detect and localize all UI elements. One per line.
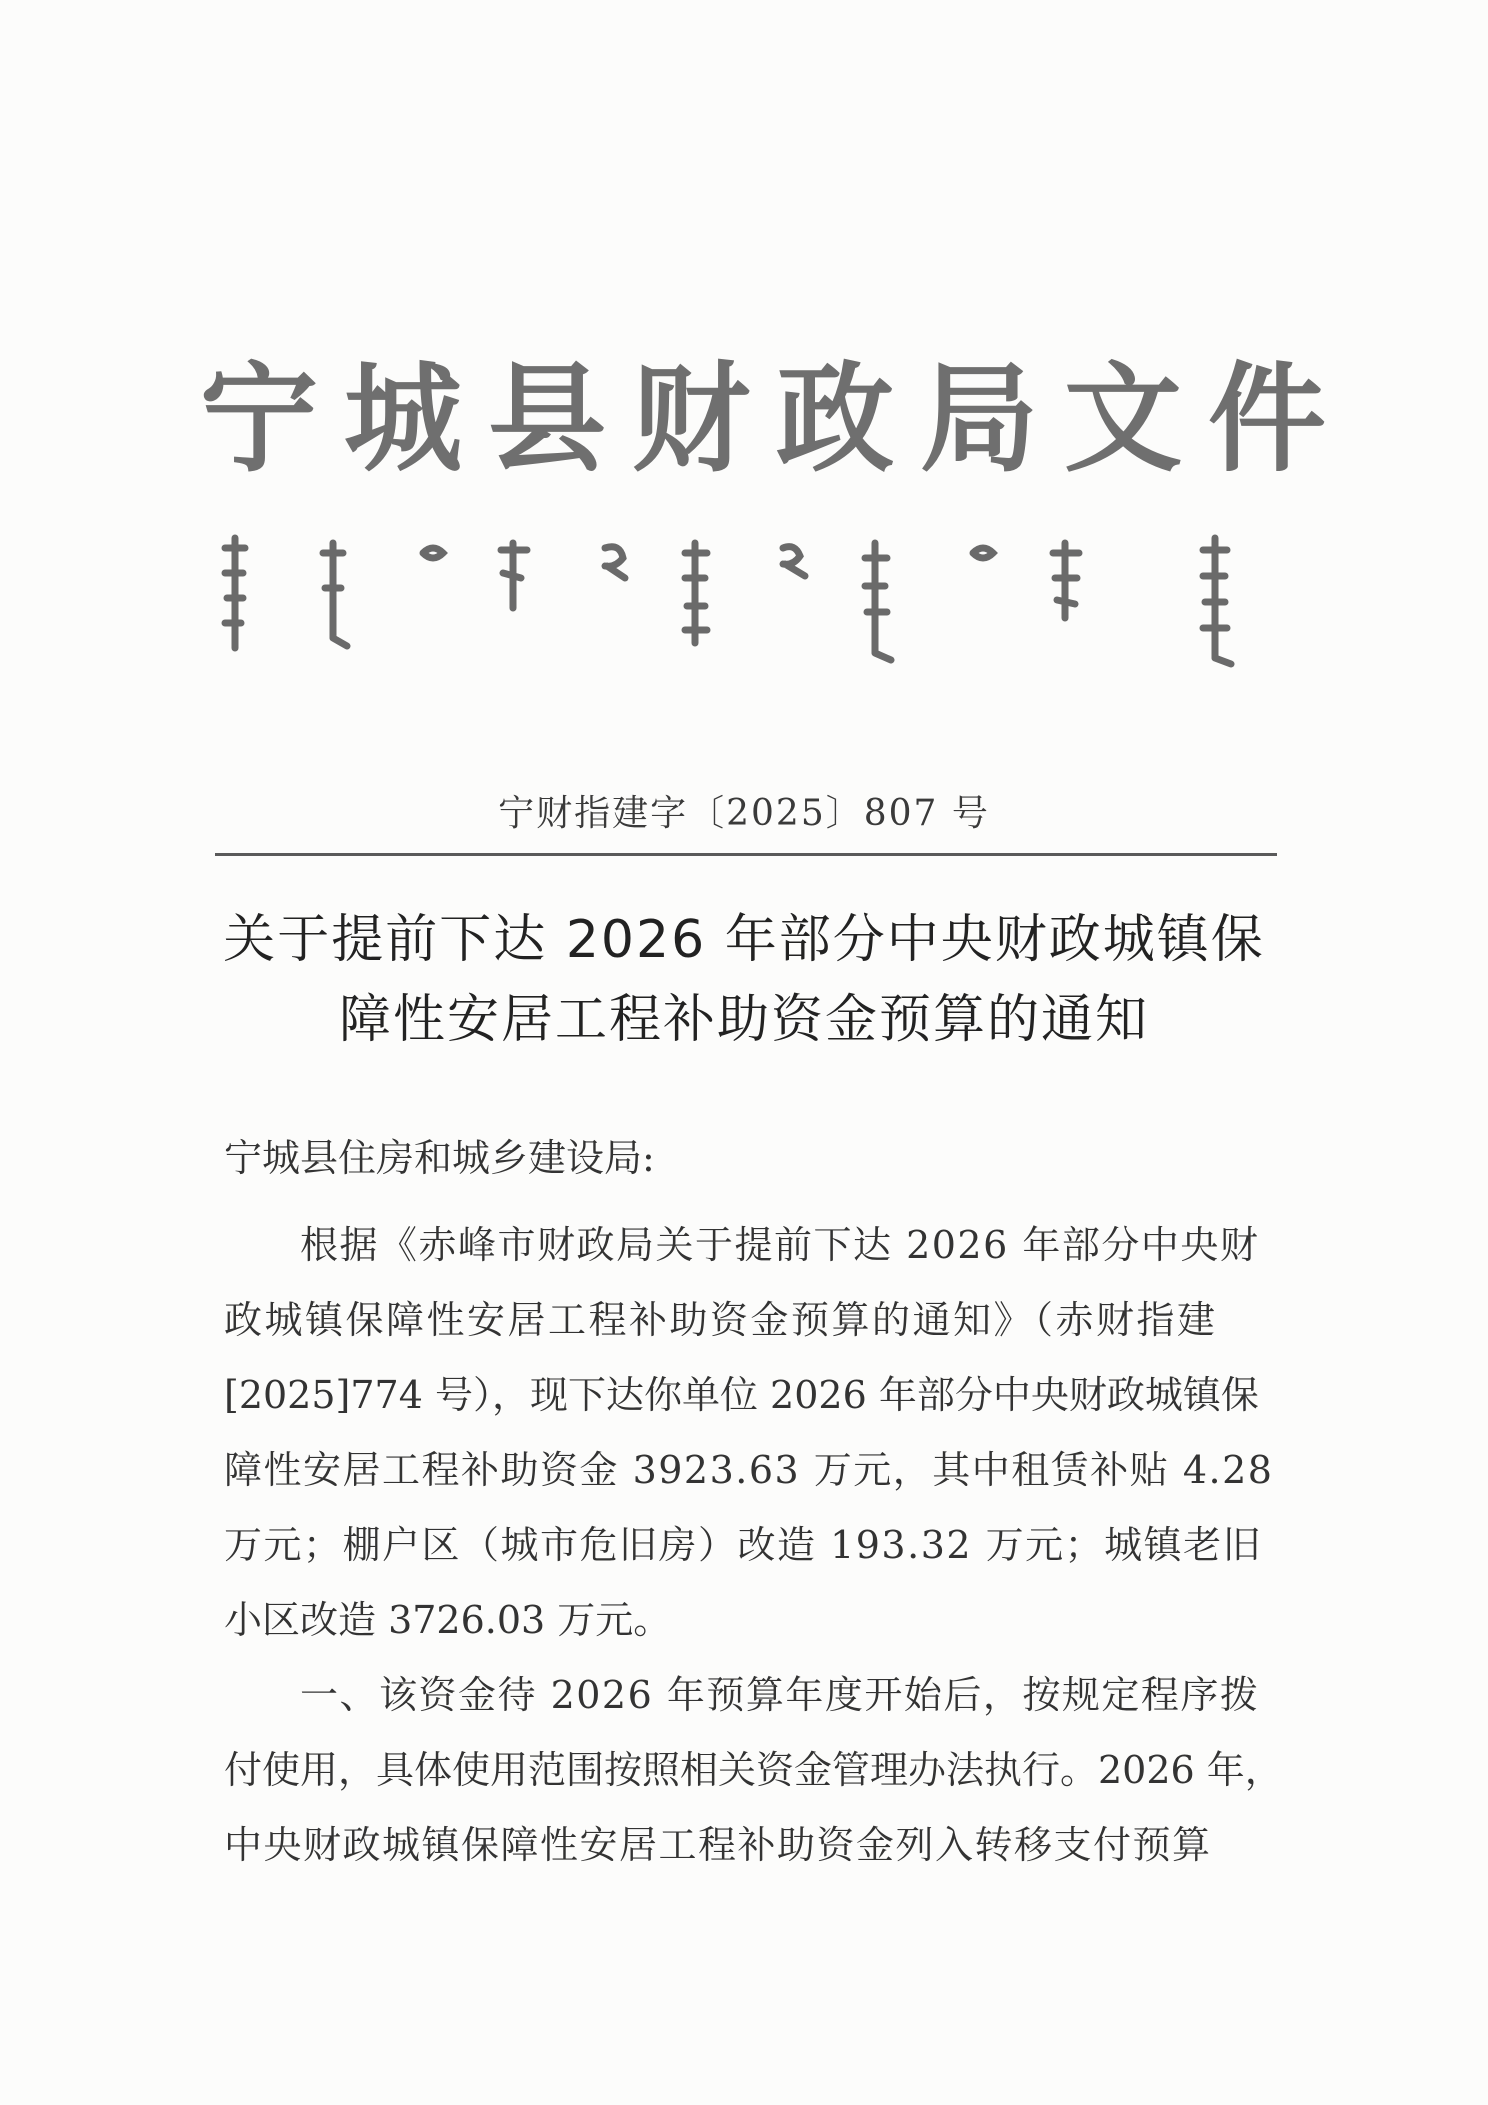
body-line: 政城镇保障性安居工程补助资金预算的通知》（赤财指建 [224, 1298, 1218, 1342]
salutation: 宁城县住房和城乡建设局: [224, 1136, 655, 1180]
notice-title [0, 900, 1488, 1060]
body-line: 中央财政城镇保障性安居工程补助资金列入转移支付预算 [224, 1823, 1212, 1867]
issuer-title: 宁城县财政局文件 [200, 350, 1353, 488]
body-line: 万元；棚户区（城市危旧房）改造 193.32 万元；城镇老旧 [224, 1523, 1263, 1567]
title-line: 障性安居工程补助资金预算的通知 [338, 990, 1149, 1050]
title-line: 关于提前下达 2026 年部分中央财政城镇保 [223, 910, 1265, 970]
header-divider [215, 853, 1277, 856]
body-line: 小区改造 3726.03 万元。 [224, 1598, 672, 1642]
body-line: 一、该资金待 2026 年预算年度开始后，按规定程序拨 [300, 1673, 1260, 1717]
body-text [224, 1208, 1283, 1883]
mongolian-issuer-title [215, 528, 1315, 678]
body-line: 根据《赤峰市财政局关于提前下达 2026 年部分中央财 [300, 1223, 1260, 1267]
document-number: 宁财指建字〔2025〕807 号 [498, 793, 990, 834]
body-line: 付使用，具体使用范围按照相关资金管理办法执行。2026 年， [224, 1748, 1283, 1792]
body-line: 障性安居工程补助资金 3923.63 万元，其中租赁补贴 4.28 [224, 1448, 1274, 1492]
body-line: [2025]774 号），现下达你单位 2026 年部分中央财政城镇保 [224, 1373, 1259, 1417]
